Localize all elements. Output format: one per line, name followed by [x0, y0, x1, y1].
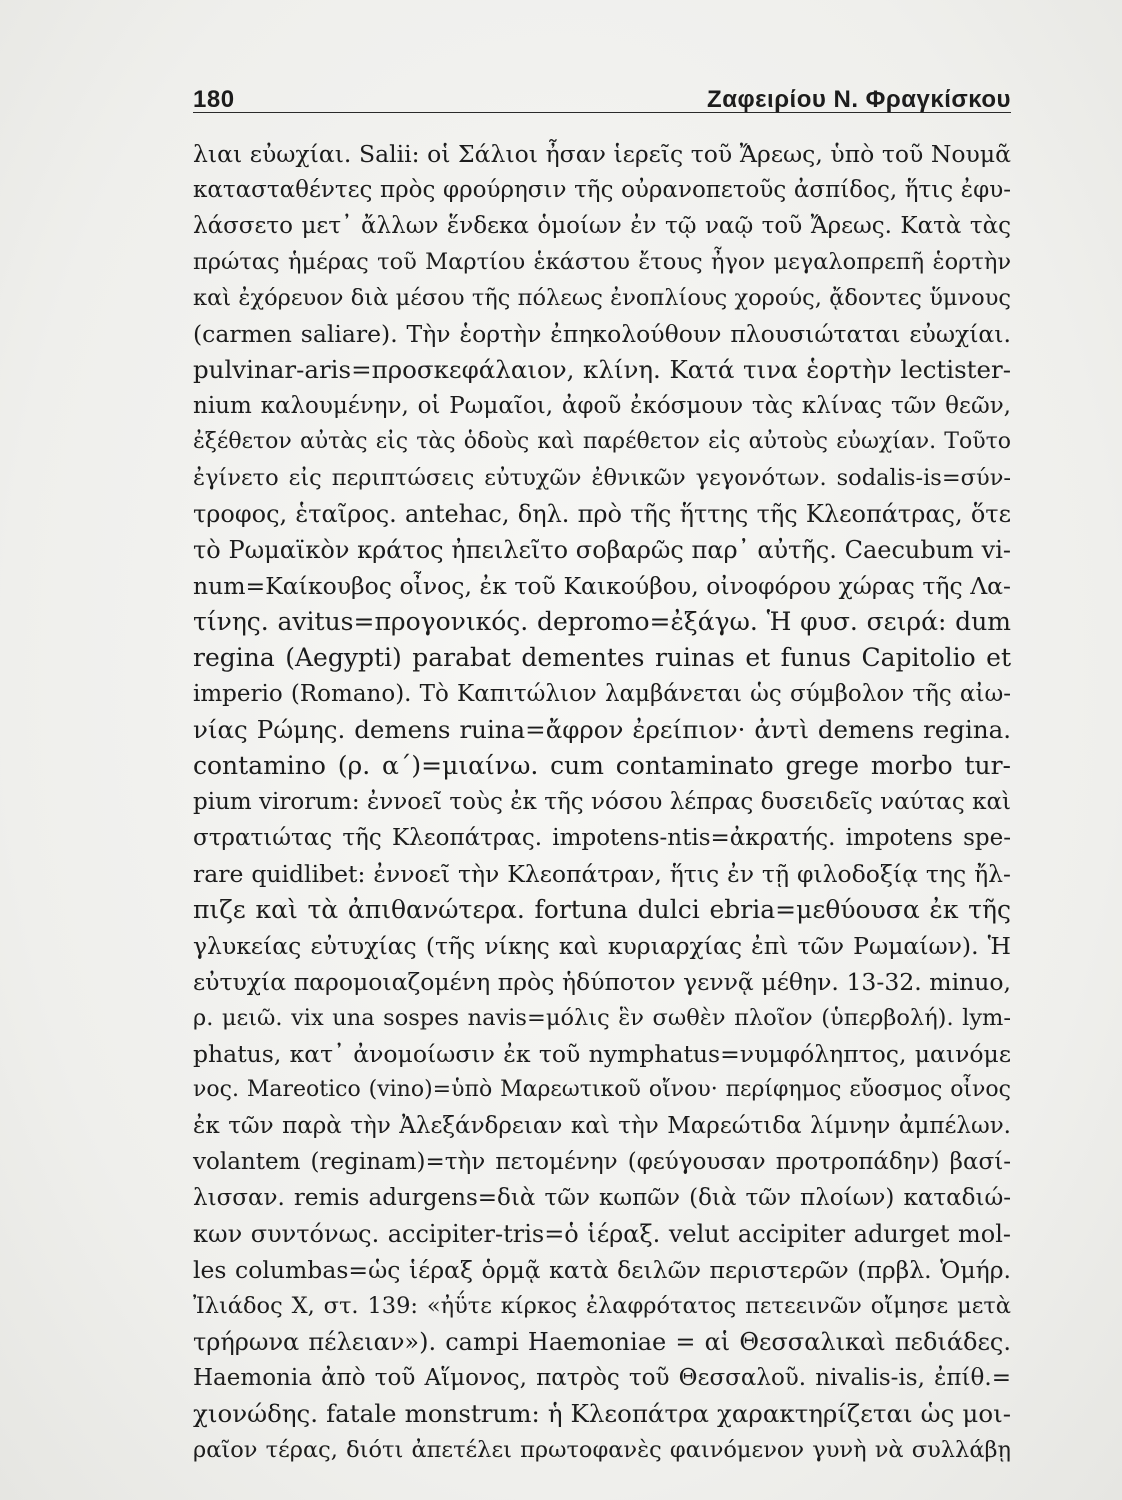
text-line: στρατιώτας τῆς Κλεοπάτρας. impotens-ntis=ἀκρατής. impotens spe-: [193, 825, 1011, 851]
text-line: num=Καίκουβος οἶνος, ἐκ τοῦ Καικούβου, οἰνοφόρου χώρας τῆς Λα-: [193, 572, 1011, 600]
text-line: rare quidlibet: ἐννοεῖ τὴν Κλεοπάτραν, ἥτις ἐν τῇ φιλοδοξίᾳ της ἤλ-: [193, 860, 1011, 888]
text-line: τίνης. avitus=προγονικός. depromo=ἐξάγω. Ἡ φυσ. σειρά: dum: [193, 607, 1011, 636]
text-line: Ἰλιάδος Χ, στ. 139: «ἠΰτε κίρκος ἐλαφρότατος πετεεινῶν οἴμησε μετὰ: [193, 1293, 1011, 1319]
text-line: χιονώδης. fatale monstrum: ἡ Κλεοπάτρα χαρακτηρίζεται ὡς μοι-: [193, 1399, 1011, 1428]
text-line: τρήρωνα πέλειαν»). campi Haemoniae = αἱ Θεσσαλικαὶ πεδιάδες.: [193, 1328, 1011, 1356]
text-line: nium καλουμένην, οἱ Ρωμαῖοι, ἀφοῦ ἐκόσμουν τὰς κλίνας τῶν θεῶν,: [193, 393, 1011, 419]
text-line: pulvinar-aris=προσκεφάλαιον, κλίνη. Κατά τινα ἑορτὴν lectister-: [193, 355, 1011, 384]
text-line: λιαι εὐωχίαι. Salii: οἱ Σάλιοι ἦσαν ἱερεῖς τοῦ Ἄρεως, ὑπὸ τοῦ Νουμᾶ: [193, 140, 1011, 168]
page-number: 180: [193, 86, 235, 113]
text-line: ἐκ τῶν παρὰ τὴν Ἀλεξάνδρειαν καὶ τὴν Μαρεώτιδα λίμνην ἀμπέλων.: [193, 1113, 1011, 1139]
text-line: ραῖον τέρας, διότι ἀπετέλει πρωτοφανὲς φαινόμενον γυνὴ νὰ συλλάβῃ: [193, 1437, 1011, 1463]
text-line: κων συντόνως. accipiter-tris=ὁ ἱέραξ. velut accipiter adurget mol-: [193, 1220, 1011, 1248]
text-line: imperio (Romano). Τὸ Καπιτώλιον λαμβάνεται ὡς σύμβολον τῆς αἰω-: [193, 681, 1011, 707]
text-line: ἐξέθετον αὐτὰς εἰς τὰς ὁδοὺς καὶ παρέθετον εἰς αὐτοὺς εὐωχίαν. Τοῦτο: [193, 429, 1011, 454]
text-line: τροφος, ἑταῖρος. antehac, δηλ. πρὸ τῆς ἥττης τῆς Κλεοπάτρας, ὅτε: [193, 500, 1011, 528]
body-text: [193, 136, 1011, 1468]
text-line: Haemonia ἀπὸ τοῦ Αἵμονος, πατρὸς τοῦ Θεσσαλοῦ. nivalis-is, ἐπίθ.=: [193, 1365, 1011, 1391]
text-line: λισσαν. remis adurgens=διὰ τῶν κωπῶν (διὰ τῶν πλοίων) καταδιώ-: [193, 1185, 1011, 1211]
text-line: κατασταθέντες πρὸς φρούρησιν τῆς οὐρανοπετοῦς ἀσπίδος, ἥτις ἐφυ-: [193, 177, 1011, 203]
text-line: λάσσετο μετ᾿ ἄλλων ἕνδεκα ὁμοίων ἐν τῷ ναῷ τοῦ Ἄρεως. Κατὰ τὰς: [193, 213, 1011, 239]
text-line: volantem (reginam)=τὴν πετομένην (φεύγουσαν προτροπάδην) βασί-: [193, 1149, 1011, 1175]
text-line: ρ. μειῶ. vix una sospes navis=μόλις ἓν σωθὲν πλοῖον (ὑπερβολή). lym-: [193, 1005, 1011, 1031]
header-rule: [193, 112, 1011, 113]
text-line: νίας Ρώμης. demens ruina=ἄφρον ἐρείπιον· ἀντὶ demens regina.: [193, 715, 1011, 744]
page-header: [193, 74, 1011, 114]
text-line: γλυκείας εὐτυχίας (τῆς νίκης καὶ κυριαρχίας ἐπὶ τῶν Ρωμαίων). Ἡ: [193, 932, 1011, 960]
text-line: πιζε καὶ τὰ ἀπιθανώτερα. fortuna dulci ebria=μεθύουσα ἐκ τῆς: [193, 895, 1011, 924]
text-line: εὐτυχία παρομοιαζομένη πρὸς ἡδύποτον γεννᾷ μέθην. 13-32. minuo,: [193, 968, 1011, 996]
text-line: τὸ Ρωμαϊκὸν κράτος ἠπειλεῖτο σοβαρῶς παρ᾿ αὐτῆς. Caecubum vi-: [193, 536, 1011, 564]
text-line: νος. Mareotico (vino)=ὑπὸ Μαρεωτικοῦ οἴνου· περίφημος εὔοσμος οἶνος: [193, 1077, 1011, 1102]
running-head: Ζαφειρίου Ν. Φραγκίσκου: [707, 86, 1011, 113]
text-line: contamino (ρ. α΄)=μιαίνω. cum contaminato grege morbo tur-: [193, 751, 1011, 780]
text-line: regina (Aegypti) parabat dementes ruinas et funus Capitolio et: [193, 643, 1011, 672]
text-line: les columbas=ὡς ἱέραξ ὁρμᾷ κατὰ δειλῶν περιστερῶν (πρβλ. Ὁμήρ.: [193, 1256, 1011, 1284]
text-line: phatus, κατ᾿ ἀνομοίωσιν ἐκ τοῦ nymphatus=νυμφόληπτος, μαινόμε: [193, 1040, 1011, 1068]
text-line: (carmen saliare). Τὴν ἑορτὴν ἐπηκολούθουν πλουσιώταται εὐωχίαι.: [193, 320, 1011, 348]
text-line: pium virorum: ἐννοεῖ τοὺς ἐκ τῆς νόσου λέπρας δυσειδεῖς ναύτας καὶ: [193, 789, 1011, 815]
text-line: καὶ ἐχόρευον διὰ μέσου τῆς πόλεως ἐνοπλίους χορούς, ᾄδοντες ὕμνους: [193, 285, 1011, 311]
text-line: ἐγίνετο εἰς περιπτώσεις εὐτυχῶν ἐθνικῶν γεγονότων. sodalis-is=σύν-: [193, 465, 1011, 491]
text-line: πρώτας ἡμέρας τοῦ Μαρτίου ἑκάστου ἔτους ἦγον μεγαλοπρεπῆ ἑορτὴν: [193, 249, 1011, 275]
